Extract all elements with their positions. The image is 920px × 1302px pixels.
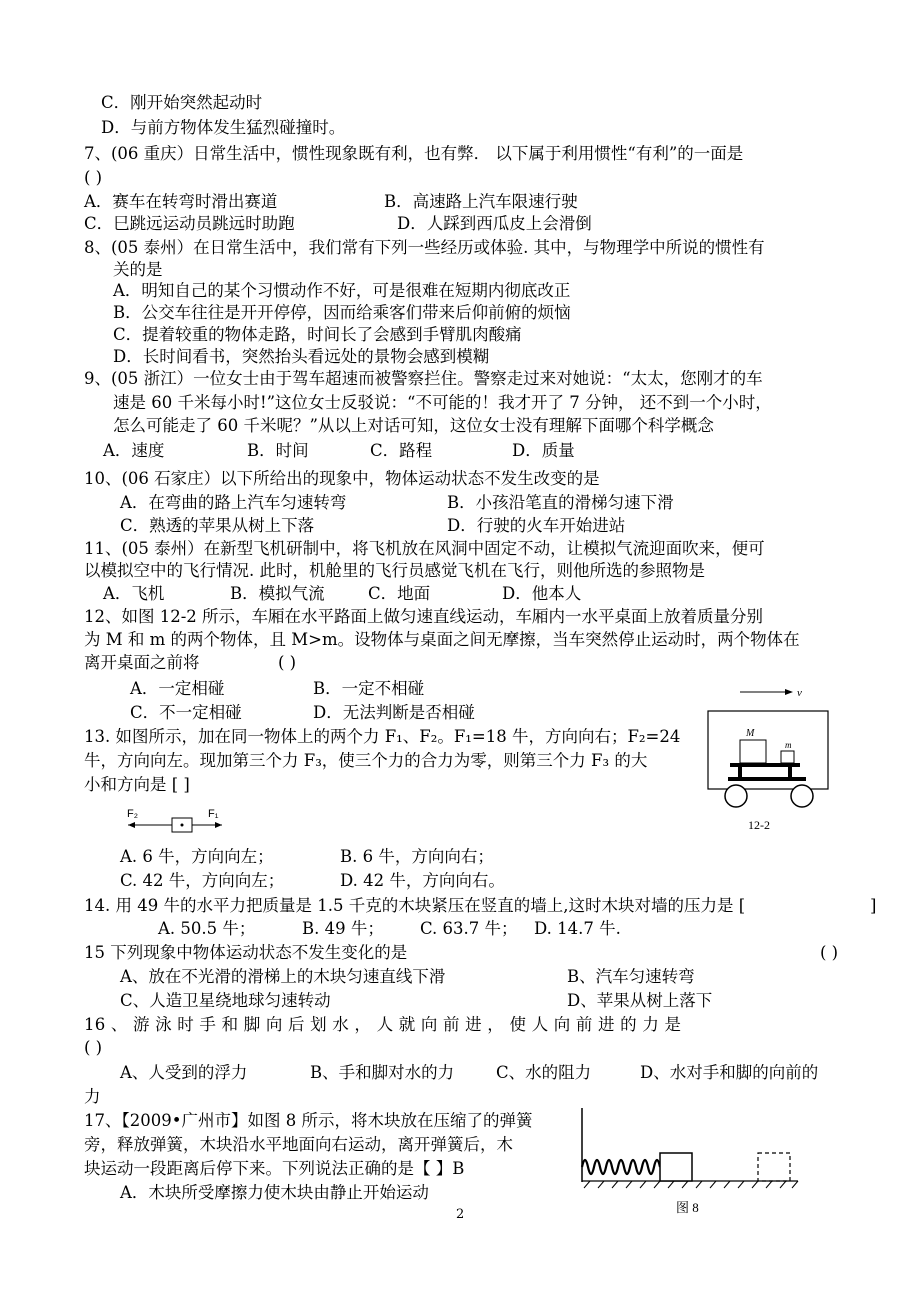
q16-stem: 16 、 游 泳 时 手 和 脚 向 后 划 水 ， 人 就 向 前 进 ， 使 人 向 前 进 的 力 是 (84, 1015, 682, 1034)
q17-stem-line2: 旁，释放弹簧，木块沿水平地面向右运动，离开弹簧后，木 (84, 1135, 513, 1154)
q7-stem: 7、(06 重庆）日常生活中，惯性现象既有利，也有弊． 以下属于利用惯性“有利”的一面是 (84, 144, 744, 163)
q14-stem: 14. 用 49 牛的水平力把质量是 1.5 千克的木块紧压在竖直的墙上,这时木块对墙的压力是 [ (84, 896, 746, 915)
q16-option-b: B、手和脚对水的力 (310, 1063, 455, 1082)
q9-stem-line3: 怎么可能走了 60 千米呢？”从以上对话可知，这位女士没有理解下面哪个科学概念 (113, 416, 714, 435)
q15-option-b: B、汽车匀速转弯 (567, 967, 695, 986)
q11-option-c: C．地面 (368, 584, 431, 603)
q13-stem-line1: 13. 如图所示，加在同一物体上的两个力 F₁、F₂。F₁=18 牛，方向向右；F₂=24 (84, 727, 681, 746)
force-f2-arrowhead (128, 822, 135, 828)
q12-stem-line2: 为 M 和 m 的两个物体，且 M>m。设物体与桌面之间无摩擦，当车突然停止运动时，两个物体在 (84, 630, 800, 649)
cart-floor (728, 777, 806, 781)
velocity-arrowhead (785, 689, 793, 695)
q14-option-c: C. 63.7 牛； (420, 919, 518, 938)
table-top (730, 763, 800, 767)
q14-option-a: A. 50.5 牛； (158, 919, 256, 938)
q16-answer-paren: ( ) (84, 1038, 103, 1057)
q11-stem-line2: 以模拟空中的飞行情况. 此时，机舱里的飞行员感觉飞机在飞行，则他所选的参照物是 (84, 561, 705, 580)
q7-option-c: C．巳跳远运动员跳远时助跑 (84, 214, 295, 233)
figure-forces (122, 806, 232, 834)
q11-option-b: B．模拟气流 (230, 584, 325, 603)
wheel-right (791, 785, 813, 807)
q9-option-a: A．速度 (103, 441, 165, 460)
q16-option-d: D、水对手和脚的向前的 (640, 1063, 819, 1082)
q12-stem-line3: 离开桌面之前将 (84, 653, 200, 672)
figure-12-2-caption: 12-2 (748, 818, 770, 832)
q9-option-c: C．路程 (370, 441, 433, 460)
q11-option-d: D．他本人 (502, 584, 582, 603)
q12-option-b: B．一定不相碰 (313, 679, 425, 698)
q14-option-b: B. 49 牛； (302, 919, 384, 938)
mass-M-block (740, 740, 766, 763)
q7-option-a: A．赛车在转弯时滑出赛道 (84, 192, 278, 211)
q16-option-a: A、人受到的浮力 (120, 1063, 248, 1082)
q9-stem-line2: 速是 60 千米每小时!”这位女士反驳说：“不可能的！我才开了 7 分钟， 还不到一个小时， (113, 393, 772, 412)
velocity-label: v (797, 687, 802, 699)
q13-option-d: D. 42 牛，方向向右。 (340, 871, 505, 890)
q14-option-d: D. 14.7 牛. (534, 919, 621, 938)
q8-stem-line1: 8、(05 泰州）在日常生活中，我们常有下列一些经历或体验. 其中，与物理学中所说的惯性有 (84, 238, 765, 257)
q6-option-c: C．刚开始突然起动时 (101, 93, 263, 112)
q12-stem-line1: 12、如图 12-2 所示，车厢在水平路面上做匀速直线运动，车厢内一水平桌面上放着质量分别 (84, 607, 764, 626)
q11-stem-line1: 11、(05 泰州）在新型飞机研制中，将飞机放在风洞中固定不动，让模拟气流迎面吹来，便可 (84, 539, 765, 558)
wheel-left (725, 785, 747, 807)
q7-option-b: B．高速路上汽车限速行驶 (384, 192, 578, 211)
force-f1-label: F₁ (208, 808, 219, 820)
q11-option-a: A．飞机 (103, 584, 165, 603)
q7-option-d: D．人踩到西瓜皮上会滑倒 (397, 214, 592, 233)
page-number: 2 (456, 1207, 465, 1222)
table-leg-right (788, 767, 792, 777)
figure-8-caption: 图 8 (676, 1200, 699, 1215)
wood-block-final-position (758, 1153, 790, 1181)
force-f2-label: F₂ (127, 808, 138, 820)
q13-stem-line3: 小和方向是 [ ] (84, 775, 190, 794)
q12-option-c: C．不一定相碰 (130, 703, 242, 722)
q8-option-b: B．公交车往往是开开停停，因而给乘客们带来后仰前俯的烦恼 (113, 303, 571, 322)
q16-option-d-cont: 力 (84, 1087, 101, 1106)
q10-option-d: D．行驶的火车开始进站 (447, 516, 626, 535)
mass-m-block (781, 751, 794, 763)
q14-bracket: ] (870, 896, 877, 915)
q13-option-c: C. 42 牛，方向向左； (120, 871, 285, 890)
q17-stem-line1: 17、【2009•广州市】如图 8 所示，将木块放在压缩了的弹簧 (84, 1111, 533, 1130)
q10-option-a: A．在弯曲的路上汽车匀速转弯 (120, 493, 347, 512)
wood-block (660, 1153, 692, 1181)
q17-option-a: A．木块所受摩擦力使木块由静止开始运动 (120, 1183, 429, 1202)
figure-8-spring-block (570, 1100, 810, 1218)
force-f1-arrowhead (215, 822, 222, 828)
q8-option-d: D．长时间看书，突然抬头看远处的景物会感到模糊 (113, 347, 490, 366)
q17-stem-line3: 块运动一段距离后停下来。下列说法正确的是【 】B (84, 1159, 465, 1178)
q10-option-b: B．小孩沿笔直的滑梯匀速下滑 (447, 493, 674, 512)
q15-option-d: D、苹果从树上落下 (567, 991, 713, 1010)
q15-option-c: C、人造卫星绕地球匀速转动 (120, 991, 331, 1010)
q13-option-a: A. 6 牛，方向向左； (120, 847, 274, 866)
q8-option-c: C．提着较重的物体走路，时间长了会感到手臂肌肉酸痛 (113, 325, 522, 344)
q9-stem-line1: 9、(05 浙江）一位女士由于驾车超速而被警察拦住。警察走过来对她说：“太太，您刚才的车 (84, 369, 763, 388)
q9-option-d: D．质量 (512, 441, 575, 460)
q13-stem-line2: 牛，方向向左。现加第三个力 F₃，使三个力的合力为零，则第三个力 F₃ 的大 (84, 751, 648, 770)
q7-answer-paren: ( ) (84, 168, 103, 187)
q8-option-a: A．明知自己的某个习惯动作不好，可是很难在短期内彻底改正 (113, 281, 571, 300)
q12-option-d: D．无法判断是否相碰 (313, 703, 475, 722)
table-leg-left (738, 767, 742, 777)
q16-option-c: C、水的阻力 (496, 1063, 592, 1082)
figure-12-2-cart (700, 683, 835, 833)
mass-m-label: m (785, 740, 792, 750)
compressed-spring (582, 1160, 660, 1174)
q15-stem: 15 下列现象中物体运动状态不发生变化的是 (84, 943, 408, 962)
q10-stem: 10、(06 石家庄）以下所给出的现象中，物体运动状态不发生改变的是 (84, 469, 600, 488)
q15-option-a: A、放在不光滑的滑梯上的木块匀速直线下滑 (120, 967, 446, 986)
object-center (181, 824, 184, 827)
q6-option-d: D．与前方物体发生猛烈碰撞时。 (101, 118, 346, 137)
q10-option-c: C．熟透的苹果从树上下落 (120, 516, 315, 535)
q12-answer-paren: ( ) (278, 653, 297, 672)
mass-M-label: M (746, 728, 755, 739)
ground-hatching (584, 1181, 798, 1188)
q8-stem-line2: 关的是 (113, 260, 163, 279)
q15-answer-paren: ( ) (820, 943, 839, 962)
q13-option-b: B. 6 牛，方向向右； (340, 847, 494, 866)
q12-option-a: A．一定相碰 (130, 679, 225, 698)
q9-option-b: B．时间 (247, 441, 309, 460)
